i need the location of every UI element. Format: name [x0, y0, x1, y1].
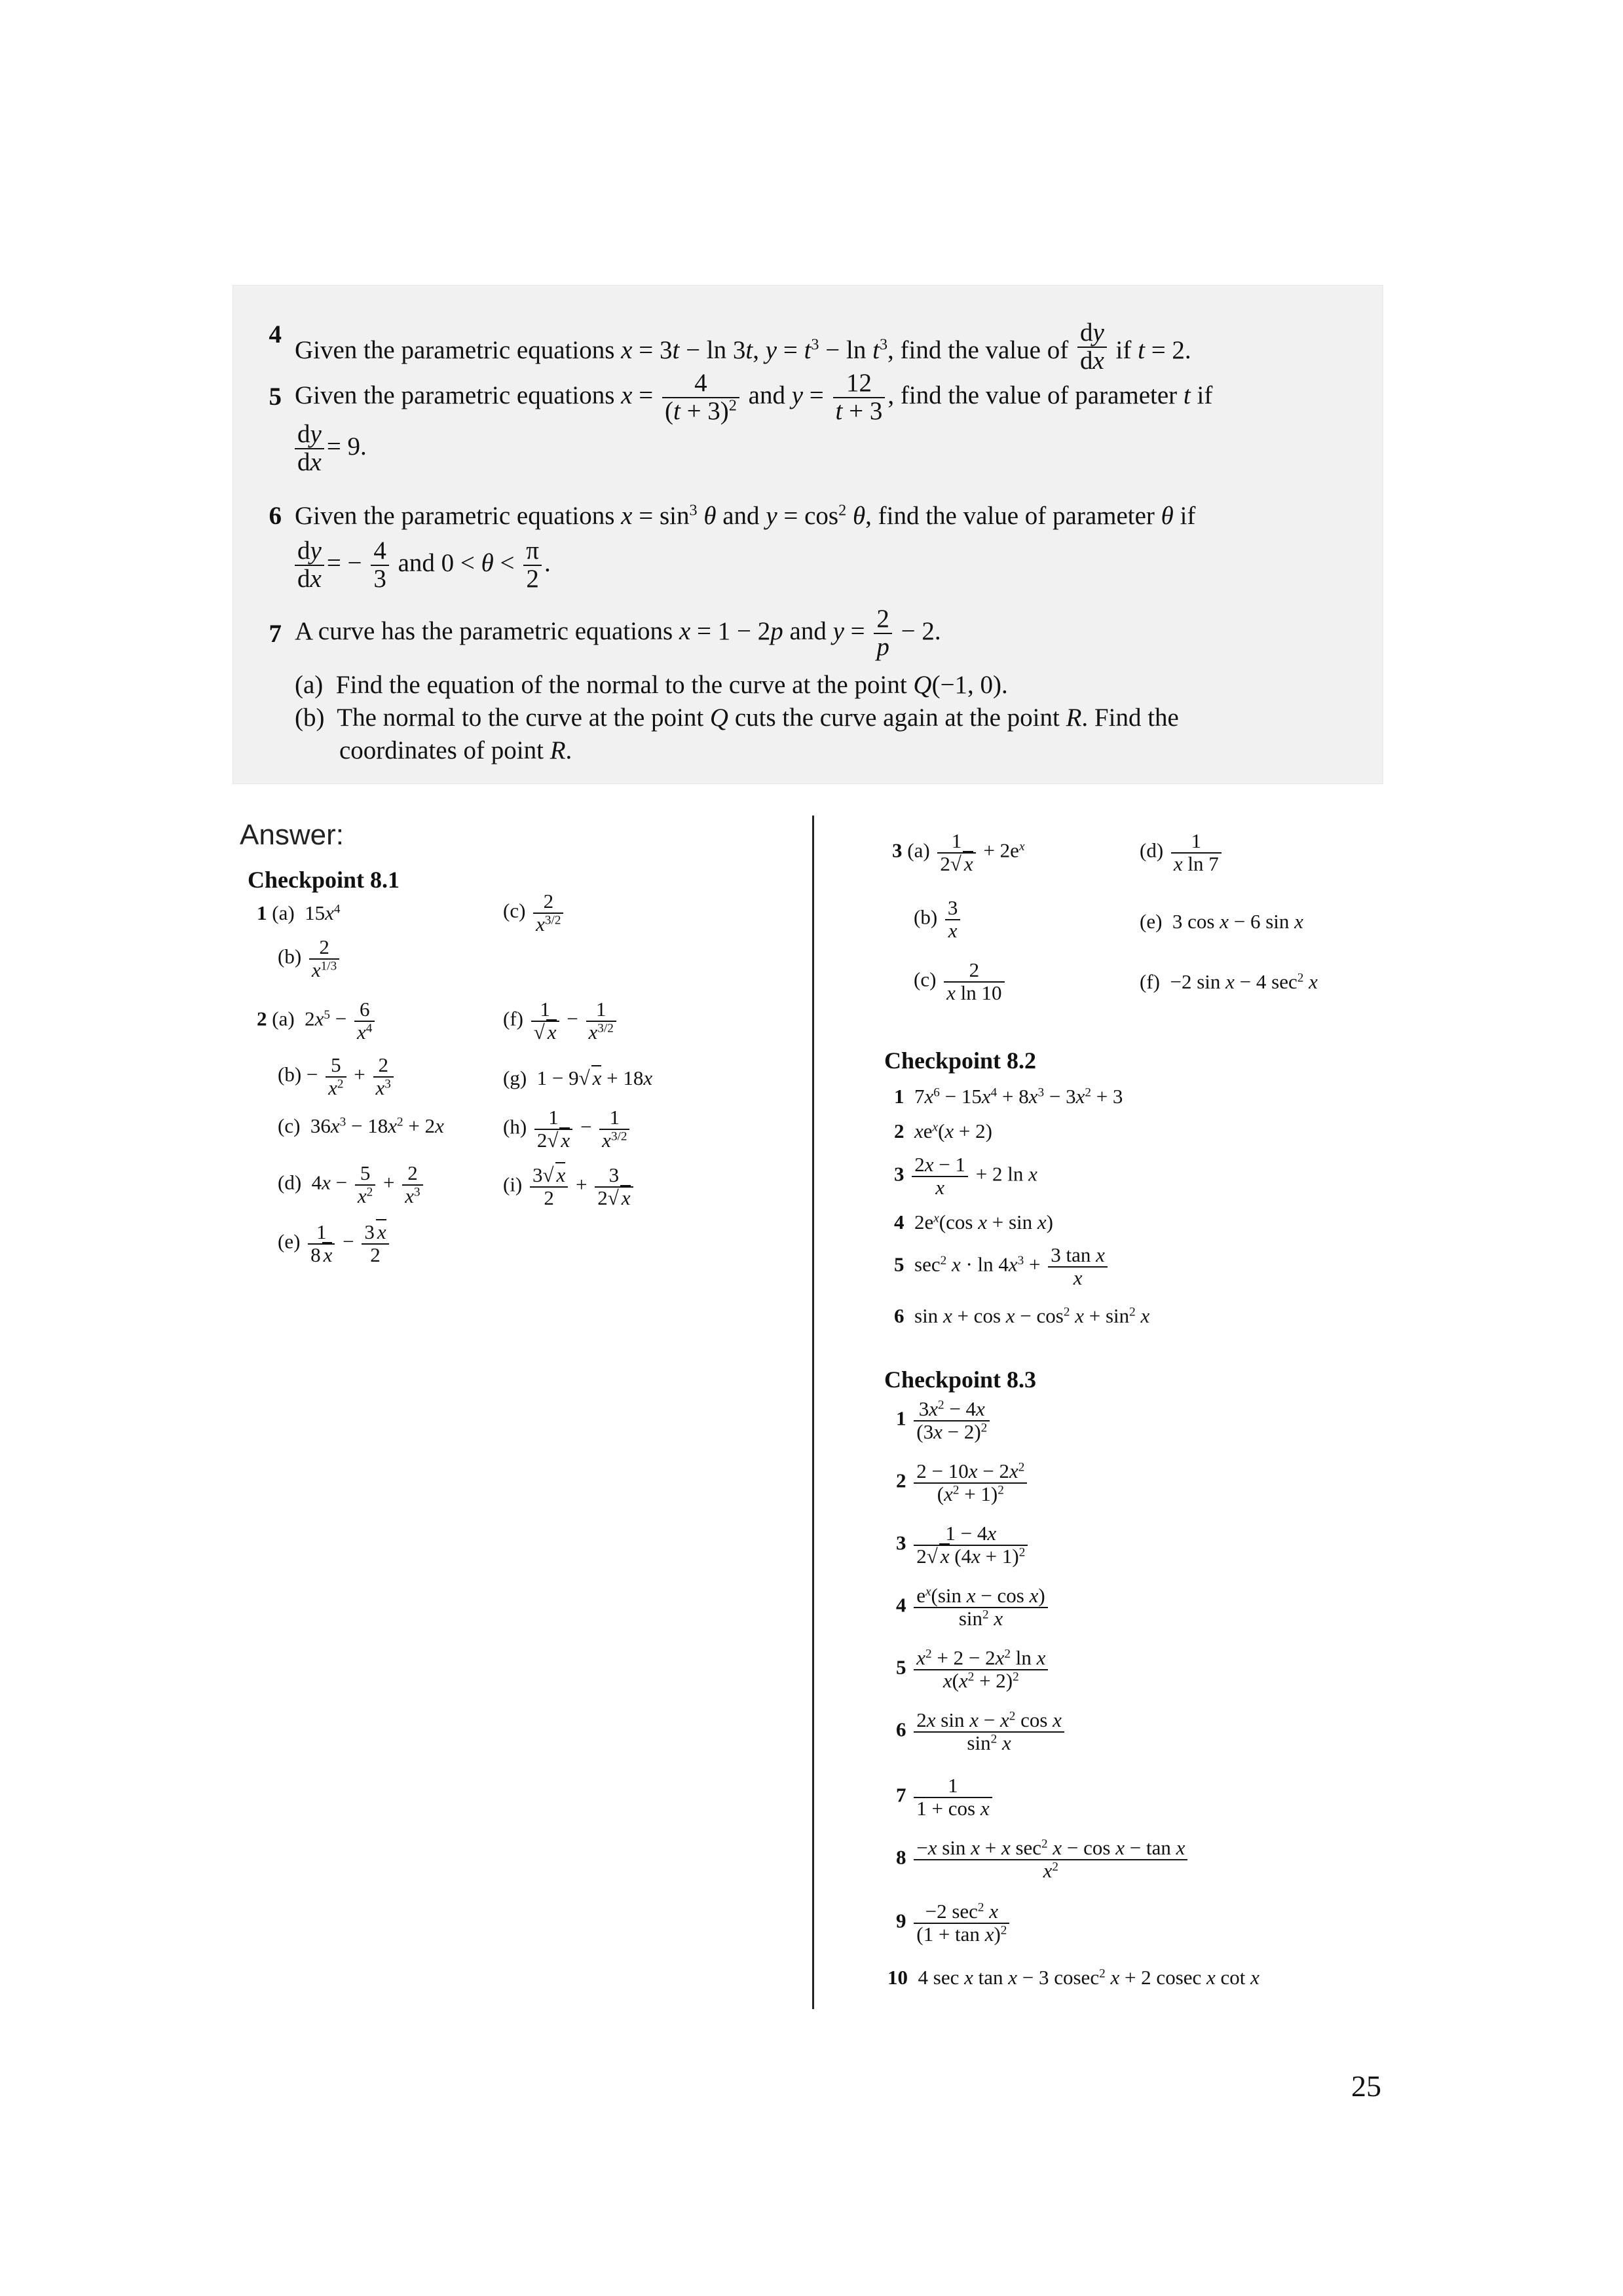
answer-8-2-5: 5 $\sec^2 x \cdot \ln 4x^3$ + $\frac{\text{3 tan x}}{x}$	[894, 1245, 1110, 1289]
answer-8-3-1: 1 $\frac{3x^2 - 4x}{(3x - 2)^2}$	[896, 1399, 992, 1442]
answer-1c: (c) $\frac{2}{x^{3/2}}$	[503, 891, 566, 935]
answer-3d: (d) $\frac{1}{\text{x ln 7}}$	[1140, 831, 1224, 875]
exercise-number: 4	[269, 320, 282, 348]
answer-8-2-1: 1 $7x^6 - 15x^4 + 8x^3 - 3x^2 + 3$	[894, 1085, 1123, 1108]
checkpoint-title: Checkpoint 8.1	[248, 867, 400, 893]
answer-8-3-3: 3 $\frac{1 - 4x}{2√ x (4x + 1)^2}$	[896, 1523, 1030, 1567]
answer-8-2-3: 3 $\frac{2x - 1}{x}$ + 2 ln x	[894, 1153, 1037, 1199]
answer-3c: (c) $\frac{2}{\text{x ln 10}}$	[914, 960, 1007, 1004]
answer-8-3-7: 7 $\frac{1}{\text{1 + cos x}}$	[896, 1775, 995, 1819]
answer-8-3-8: 8 $\frac{-x \sin x + x \sec^2 x - \cos x - \tan x}{x^2}$	[896, 1837, 1190, 1881]
answer-1b: (b) $\frac{2}{x^{1/3}}$	[278, 937, 342, 981]
answer-3b: (b) $\frac{3}{x}$	[914, 897, 963, 941]
exercise-number: 7	[269, 620, 282, 648]
checkpoint-title: Checkpoint 8.2	[884, 1047, 1037, 1074]
answer-1a: 1 (a) $15x^4$	[257, 901, 341, 924]
answer-8-3-9: 9 $\frac{-2 \sec^2 x}{(1 + \tan x)^2}$	[896, 1901, 1012, 1945]
exercise-7b: (b) The normal to the curve at the point Q cuts the curve again at the point R. Find the	[295, 704, 1179, 732]
answer-8-2-6: 6 $\sin x + \cos x - \cos^2 x + \sin^2 x$	[894, 1304, 1150, 1327]
answer-2g: (g) 1 − 9√ x + 18x	[503, 1066, 653, 1089]
answer-2b: (b) − $\frac{5}{x^2}$ + $\frac{2}{x^3}$	[278, 1055, 396, 1099]
answer-8-3-5: 5 $\frac{x^2 + 2 - 2x^2 \ln x}{x(x^2 + 2)^2}$	[896, 1647, 1051, 1691]
answer-3a: 3 (a) $\frac{1}{2√ x}$ + $2e^x$	[892, 829, 1025, 875]
answer-3f: (f) −2 sin x − 4 $\sec^2 x$	[1140, 970, 1318, 993]
exercise-number: 5	[269, 383, 282, 411]
answer-8-2-2: 2 $xe^x(x + 2)$	[894, 1120, 992, 1142]
answer-2f: (f) $\frac{1}{√ x}$ − $\frac{1}{x^{3/2}}$	[503, 999, 619, 1043]
exercise-number: 6	[269, 502, 282, 530]
answer-2c: (c) $36x^3 - 18x^2 + 2x$	[278, 1114, 444, 1137]
answer-8-2-4: 4 $2e^x(\cos$ x + sin x)	[894, 1211, 1053, 1233]
answer-2i: (i) $\frac{3√ x}{2}$ + $\frac{3}{2√ x}$	[503, 1165, 636, 1209]
page-number: 25	[1351, 2069, 1381, 2103]
answer-3e: (e) 3 cos x − 6 sin x	[1140, 910, 1303, 933]
answer-2h: (h) $\frac{1}{2√ x}$ − $\frac{1}{x^{3/2}}$	[503, 1107, 632, 1151]
answer-8-3-4: 4 $\frac{e^x(\sin x - \cos x)}{\sin^2 x}$	[896, 1585, 1051, 1629]
answer-2d: (d) 4x − $\frac{5}{x^2}$ + $\frac{2}{x^3}$	[278, 1163, 426, 1207]
answer-8-3-6: 6 $\frac{2x \sin x - x^2 \cos x}{\sin^2 x}$	[896, 1710, 1067, 1754]
answer-title: Answer:	[240, 819, 344, 851]
checkpoint-title: Checkpoint 8.3	[884, 1366, 1037, 1393]
answer-2e: (e) $\frac{1}{8 x}$ − $\frac{3 x}{2}$	[278, 1222, 392, 1266]
answer-8-3-10: 10 4 sec x tan x − 3 cosec$^2$ x + 2 cosec x cot x	[887, 1966, 1259, 1989]
answer-2a: 2 (a) $2x^5$ − $\frac{6}{x^4}$	[257, 999, 377, 1043]
answer-8-3-2: 2 $\frac{2 - 10x - 2x^2}{(x^2 + 1)^2}$	[896, 1461, 1030, 1505]
column-divider	[812, 816, 814, 2009]
document-page: 4 Given the parametric equations x = 3t − ln 3t, $y = t^3 - \ln t^3$, find the value of $\frac{dy}{dx}$ if t = 2. 5 Given the parametric equations x = $\frac{4}{(t + 3)^2}$ and y = $\frac{12}{t + 3}$ , find the value of parameter t if $\frac{dy}{dx}$ = 9. 6 Given the parametric equations $x = \sin^3 \theta$ and $y = \cos^2 \theta$, find the value of parameter θ if $\frac{dy}{dx}$ = − $\frac{4}{3}$ and 0 < θ < $\frac{\pi}{2}$ . 7 A curve has the parametric equations x = 1 − 2p and y = $\frac{2}{p}$ − 2. (a) Find the equation of the normal to the curve at the point Q(−1, 0). (b) The normal to the curve at the point Q cuts the curve again at the point R. Find the coordinates of point R. Answer: Checkpoint 8.1 1 (a) $15x^4$ (b) $\frac{2}{x^{1/3}}$ (c) $\frac{2}{x^{3/2}}$ 2 (a) $2x^5$ − $\frac{6}{x^4}$ (b) − $\frac{5}{x^2}$ + $\frac{2}{x^3}$ (c) $36x^3 - 18x^2 + 2x$ (d) 4x − $\frac{5}{x^2}$ + $\frac{2}{x^3}$ (e) $\frac{1}{8 x}$ − $\frac{3 x}{2}$ (f) $\frac{1}{√ x}$ − $\frac{1}{x^{3/2}}$ (g) 1 − 9√ x + 18x (h) $\frac{1}{2√ x}$ − $\frac{1}{x^{3/2}}$ (i) $\frac{3√ x}{2}$ + $\frac{3}{2√ x}$ 3 (a) $\frac{1}{2√ x}$ + $2e^x$ (b) $\frac{3}{x}$ (c) $\frac{2}{\text{x ln 10}}$ (d) $\frac{1}{\text{x ln 7}}$ (e) 3 cos x − 6 sin x (f) −2 sin x − 4 $\sec^2 x$ Checkpoint 8.2 1 $7x^6 - 15x^4 + 8x^3 - 3x^2 + 3$ 2 $xe^x(x + 2)$ 3 $\frac{2x - 1}{x}$ + 2 ln x 4 $2e^x(\cos$ x + sin x) 5 $\sec^2 x \cdot \ln 4x^3$ + $\frac{\text{3 tan x}}{x}$ 6 $\sin x + \cos x - \cos^2 x + \sin^2 x$ Checkpoint 8.3 1 $\frac{3x^2 - 4x}{(3x - 2)^2}$ 2 $\frac{2 - 10x - 2x^2}{(x^2 + 1)^2}$ 3 $\frac{1 - 4x}{2√ x (4x + 1)^2}$ 4 $\frac{e^x(\sin x - \cos x)}{\sin^2 x}$ 5 $\frac{x^2 + 2 - 2x^2 \ln x}{x(x^2 + 2)^2}$ 6 $\frac{2x \sin x - x^2 \cos x}{\sin^2 x}$ 7 $\frac{1}{\text{1 + cos x}}$ 8 $\frac{-x \sin x + x \sec^2 x - \cos x - \tan x}{x^2}$ 9 $\frac{-2 \sec^2 x}{(1 + \tan x)^2}$ 10 4 sec x tan x − 3 cosec$^2$ x + 2 cosec x cot x 25	[0, 0, 1623, 2296]
exercise-7a: (a) Find the equation of the normal to the curve at the point Q(−1, 0).	[295, 671, 1008, 699]
